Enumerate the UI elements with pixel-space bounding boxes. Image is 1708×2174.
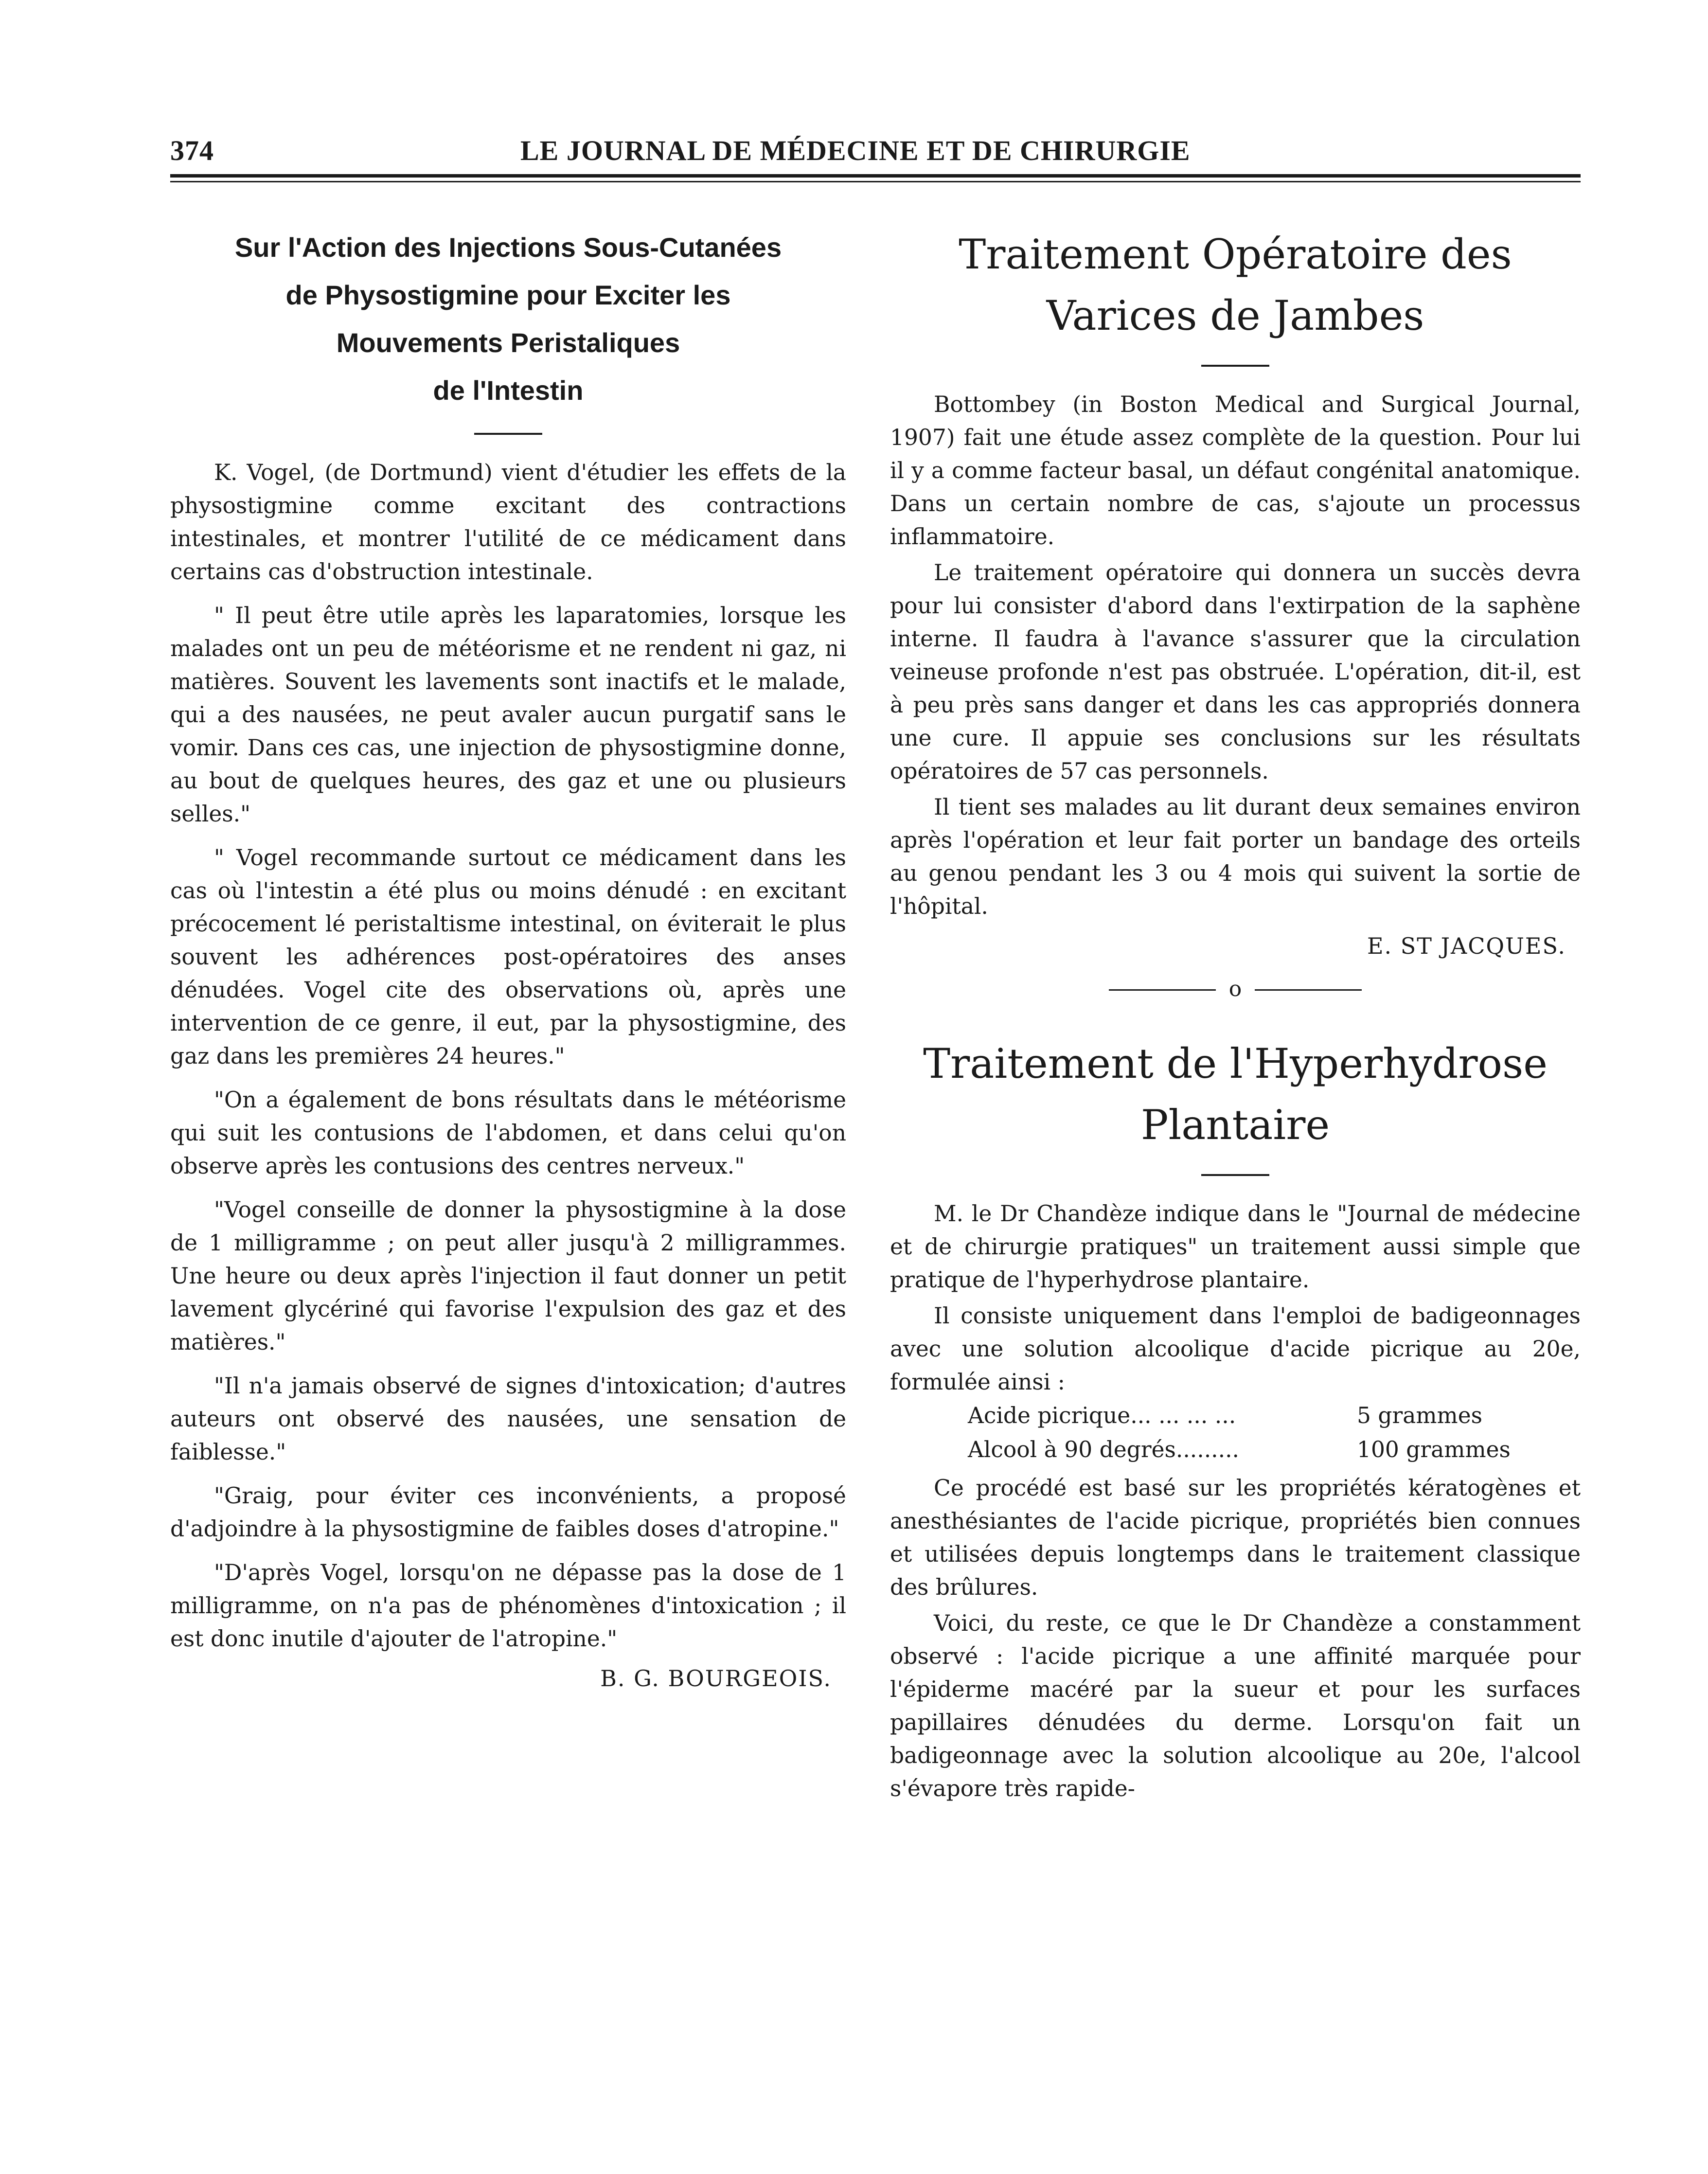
right-column [890,224,1581,1805]
title-line: de l'Intestin [433,375,584,406]
paragraph: " Il peut être utile après les laparatomies, lorsque les malades ont un peu de météorisme et ne rendent ni gaz, ni matières. Souvent les lavements sont inactifs et le malade, qui a des nausées, ne peut avaler aucun purgatif sans le vomir. Dans ces cas, une injection de physostigmine donne, au bout de quelques heures, des gaz et une ou plusieurs selles." [170,603,846,827]
author-signature: B. G. BOURGEOIS. [600,1665,832,1692]
author-signature: E. ST JACQUES. [1367,933,1566,959]
paragraph: "Graig, pour éviter ces inconvénients, a proposé d'adjoindre à la physostigmine de faibles doses d'atropine." [170,1483,846,1542]
title-separator [474,433,542,435]
article-separator [1109,975,1362,1004]
paragraph: "Il n'a jamais observé de signes d'intoxication; d'autres auteurs ont observé des nausées, une sensation de faiblesse." [170,1373,846,1465]
paragraph: Il tient ses malades au lit durant deux semaines environ après l'opération et leur fait porter un bandage des orteils au genou pendant les 3 ou 4 mois qui suivent la sortie de l'hôpital. [890,794,1581,919]
separator-line [1109,989,1216,991]
paragraph: Il consiste uniquement dans l'emploi de badigeonnages avec une solution alcoolique d'acide picrique au 20e, formulée ainsi : [890,1303,1581,1395]
article-title-hyperhydrose [890,1033,1581,1156]
title-separator [1201,365,1269,367]
article-title-varices [890,224,1581,346]
paragraph: K. Vogel, (de Dortmund) vient d'étudier les effets de la physostigmine comme excitant des contractions intestinales, et montrer l'utilité de ce médicament dans certains cas d'obstruction intestinale. [170,460,846,585]
formula-ingredient: Alcool à 90 degrés......... [968,1437,1240,1462]
title-line: Sur l'Action des Injections Sous-Cutanées [234,232,782,263]
paragraph: "Vogel conseille de donner la physostigmine à la dose de 1 milligramme ; on peut aller jusqu'à 2 milligrammes. Une heure ou deux après l'injection il faut donner un petit lavement glycériné qui favorise l'expulsion des gaz et des matières." [170,1197,846,1355]
formula-ingredient: Acide picrique... ... ... ... [968,1403,1236,1428]
journal-title: LE JOURNAL DE MÉDECINE ET DE CHIRURGIE [520,135,1191,166]
paragraph: Bottombey (in Boston Medical and Surgical Journal, 1907) fait une étude assez complète de la question. Pour lui il y a comme facteur basal, un défaut congénital anatomique. Dans un certain nombre de cas, s'ajoute un processus inflammatoire. [890,392,1581,550]
formula-row [890,1399,1581,1433]
formula-amount: 5 grammes [1357,1403,1482,1428]
separator-mark: o [1228,977,1242,1001]
title-line: Traitement de l'Hyperhydrose [923,1040,1548,1087]
title-line: Traitement Opératoire des [959,231,1512,278]
title-line: Plantaire [1140,1101,1330,1149]
title-line: Mouvements Peristaliques [336,327,680,358]
formula-row [890,1433,1581,1467]
paragraph: "D'après Vogel, lorsqu'on ne dépasse pas la dose de 1 milligramme, on n'a pas de phénomènes d'intoxication ; il est donc inutile d'ajouter de l'atropine." [170,1560,846,1652]
left-column [170,224,846,1695]
paragraph: Voici, du reste, ce que le Dr Chandèze a constamment observé : l'acide picrique a une affinité marquée pour l'épiderme macéré par la sueur et pour les surfaces papillaires dénudées du derme. Lorsqu'on fait un badigeonnage avec la solution alcoolique au 20e, l'alcool s'évapore très rapide- [890,1610,1581,1801]
paragraph: M. le Dr Chandèze indique dans le "Journal de médecine et de chirurgie pratiques" un traitement aussi simple que pratique de l'hyperhydrose plantaire. [890,1201,1581,1293]
header-rule-thick [170,174,1581,178]
paragraph: "On a également de bons résultats dans le météorisme qui suit les contusions de l'abdomen, et dans celui qu'on observe après les contusions des centres nerveux." [170,1087,846,1179]
paragraph: " Vogel recommande surtout ce médicament dans les cas où l'intestin a été plus ou moins dénudé : en excitant précocement lé peristaltisme intestinal, on éviterait le plus souvent les adhérences post-opératoires des anses dénudées. Vogel cite des observations où, après une intervention de ce genre, il eut, par la physostigmine, des gaz dans les premières 24 heures." [170,845,846,1069]
title-line: de Physostigmine pour Exciter les [285,280,731,310]
formula-amount: 100 grammes [1357,1437,1511,1462]
running-head [170,131,1581,170]
formula-table [890,1399,1581,1472]
title-line: Varices de Jambes [1046,292,1424,339]
title-separator [1201,1174,1269,1176]
journal-page [170,131,1581,2125]
paragraph: Le traitement opératoire qui donnera un succès devra pour lui consister d'abord dans l'extirpation de la saphène interne. Il faudra à l'avance s'assurer que la circulation veineuse profonde n'est pas obstruée. L'opération, dit-il, est à peu près sans danger et dans les cas appropriés donnera une cure. Il appuie ses conclusions sur les résultats opératoires de 57 cas personnels. [890,560,1581,784]
separator-line [1255,989,1362,991]
paragraph: Ce procédé est basé sur les propriétés kératogènes et anesthésiantes de l'acide picrique, propriétés bien connues et utilisées depuis longtemps dans le traitement classique des brûlures. [890,1475,1581,1600]
article-title-physostigmine [170,224,846,414]
page-number: 374 [170,135,214,166]
header-rule-thin [170,181,1581,182]
